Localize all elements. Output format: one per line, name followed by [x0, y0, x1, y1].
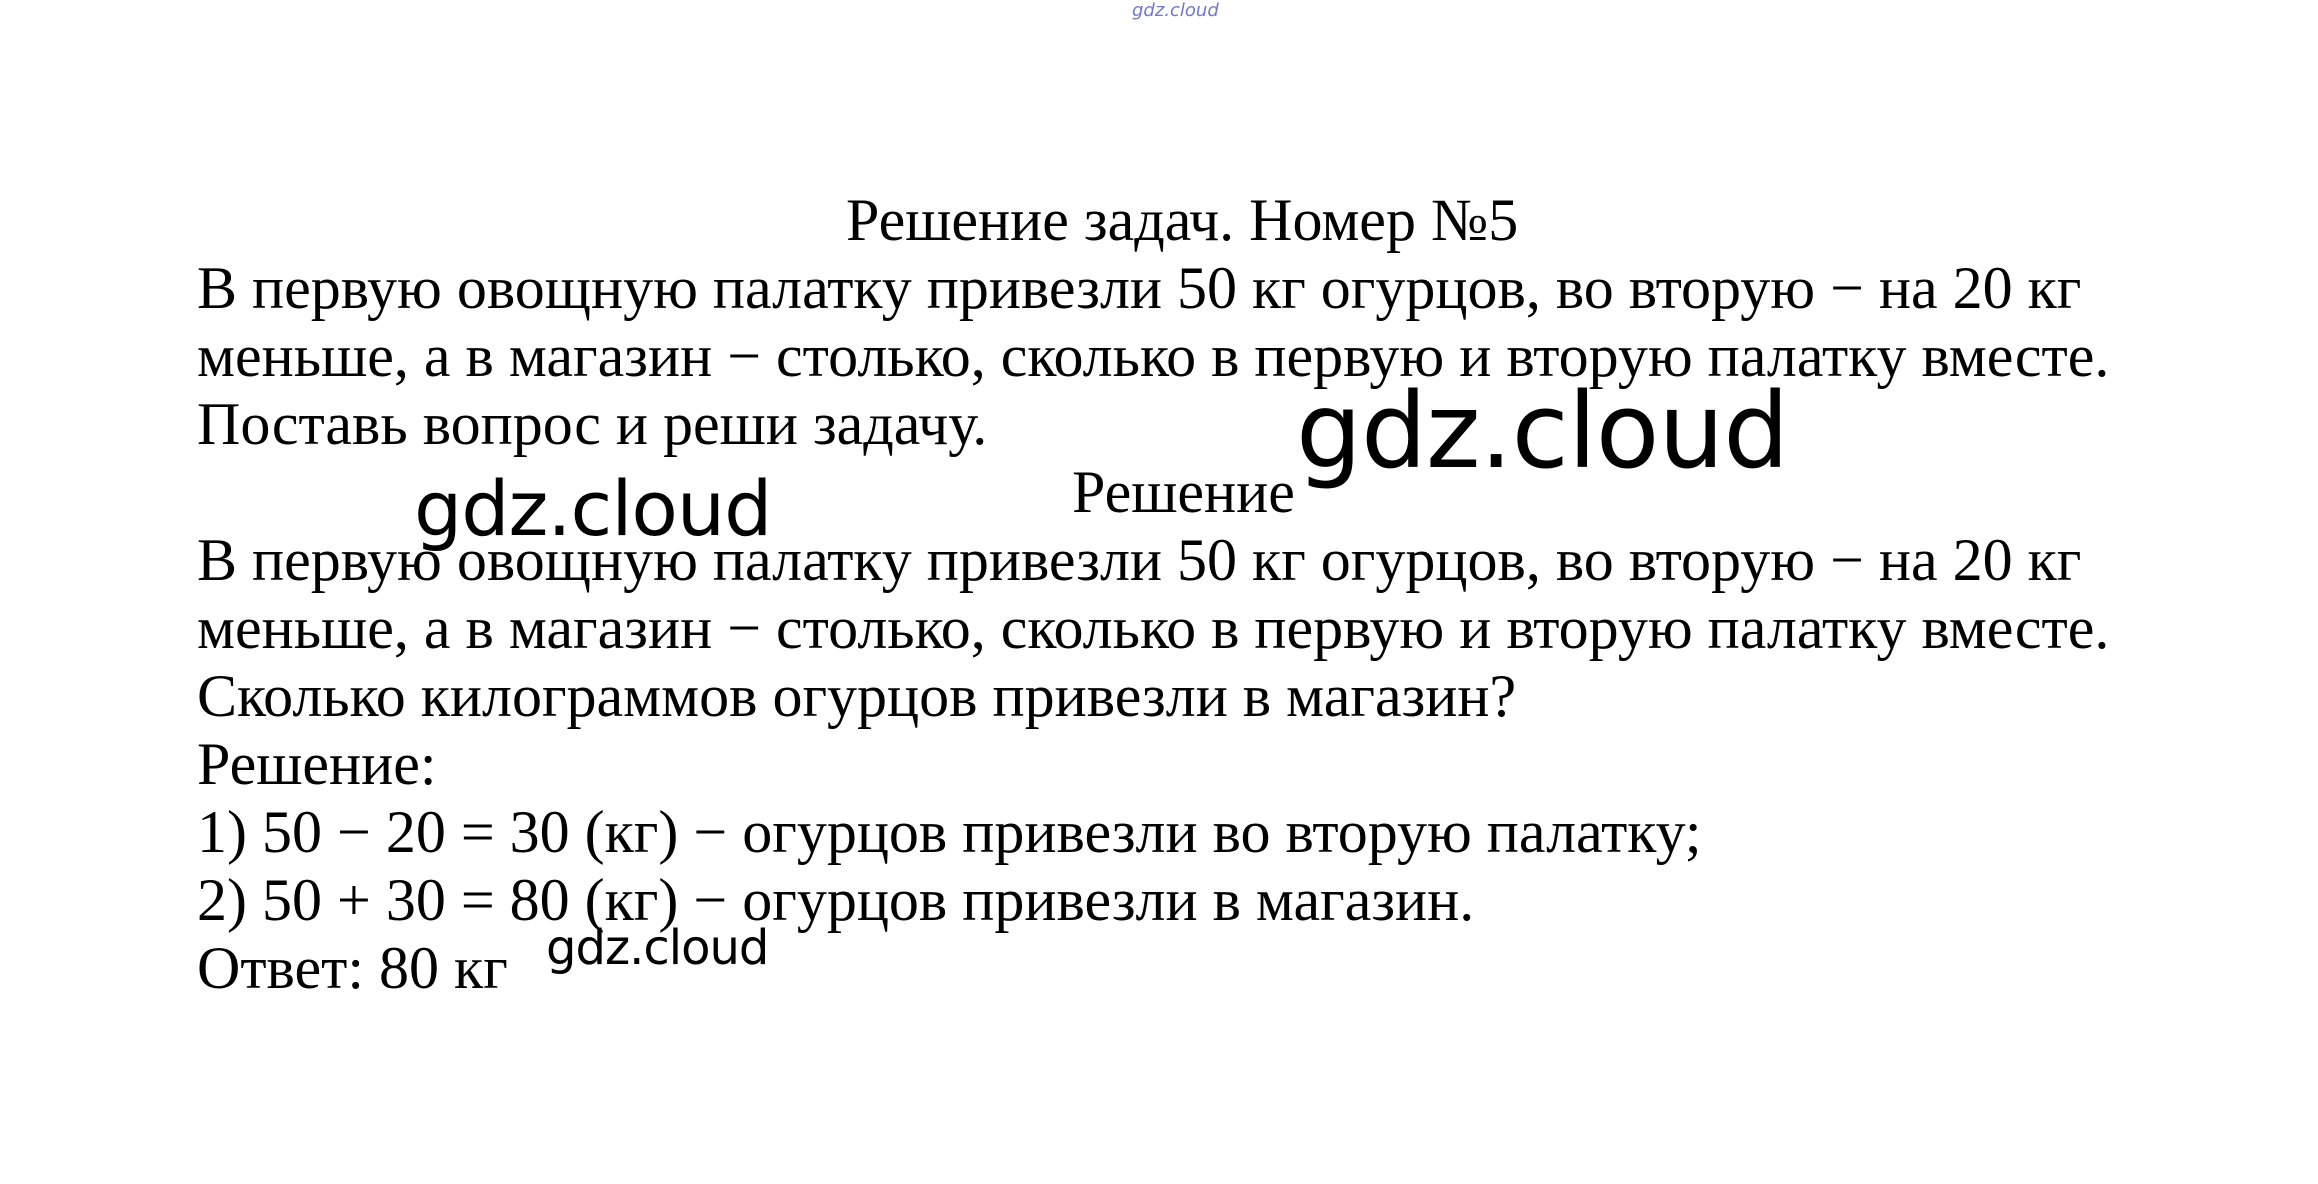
solution-line-2: меньше, а в магазин − столько, сколько в первую и вторую палатку вместе. [197, 595, 2110, 661]
solution-line-4: Решение: [197, 731, 437, 797]
problem-line-2: меньше, а в магазин − столько, сколько в первую и вторую палатку вместе. [197, 323, 2110, 389]
solution-line-7: Ответ: 80 кг [197, 935, 508, 1001]
watermark-mid: gdz.cloud [414, 464, 772, 553]
watermark-small: gdz.cloud [546, 920, 769, 976]
problem-line-1: В первую овощную палатку привезли 50 кг огурцов, во вторую − на 20 кг [197, 255, 2082, 321]
solution-line-5: 1) 50 − 20 = 30 (кг) − огурцов привезли во вторую палатку; [197, 799, 1702, 865]
document-title: Решение задач. Номер №5 [846, 187, 1519, 253]
problem-line-3: Поставь вопрос и реши задачу. [197, 391, 988, 457]
watermark-top: gdz.cloud [1132, 0, 1219, 21]
solution-line-6: 2) 50 + 30 = 80 (кг) − огурцов привезли в магазин. [197, 867, 1475, 933]
solution-line-1: В первую овощную палатку привезли 50 кг огурцов, во вторую − на 20 кг [197, 527, 2082, 593]
watermark-big: gdz.cloud [1296, 370, 1789, 492]
solution-heading: Решение [1072, 459, 1295, 525]
solution-line-3: Сколько килограммов огурцов привезли в магазин? [197, 663, 1517, 729]
